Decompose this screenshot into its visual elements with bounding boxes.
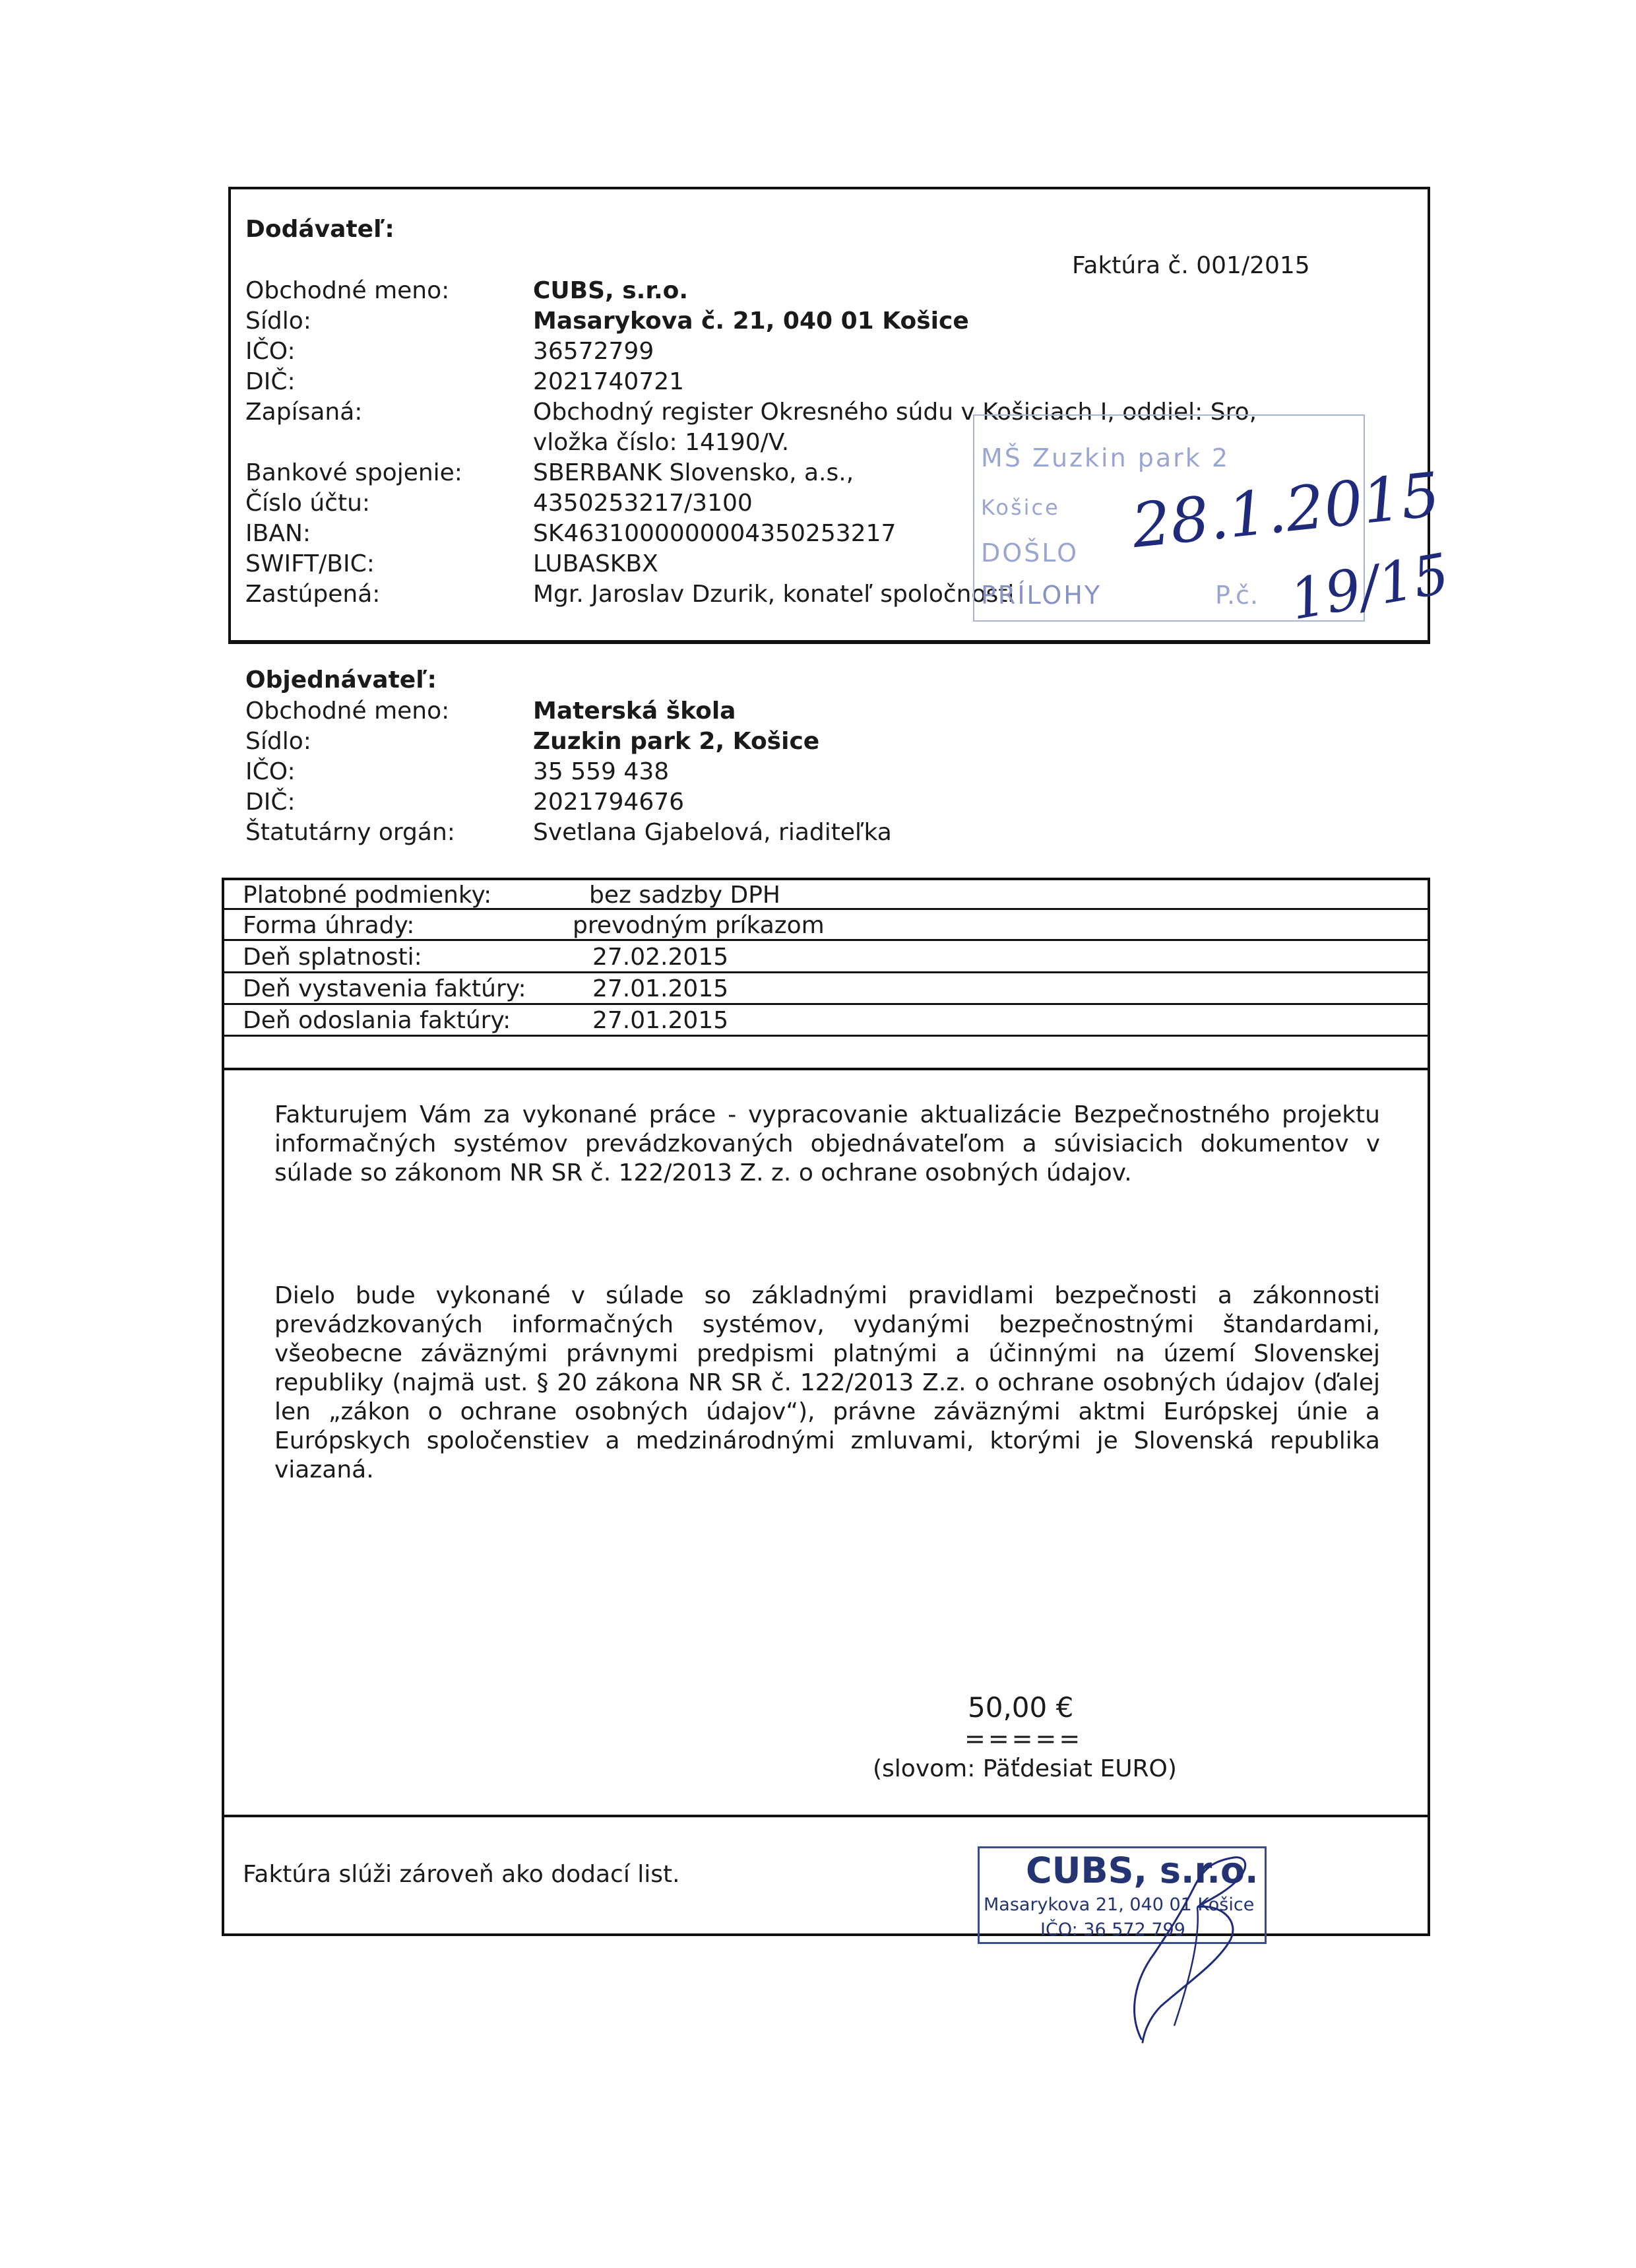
label-blank <box>245 428 462 458</box>
customer-name: Materská škola <box>533 697 736 725</box>
supplier-account: 4350253217/3100 <box>533 490 753 517</box>
supplier-iban: SK4631000000004350253217 <box>533 520 897 547</box>
label-ico: IČO: <box>245 338 296 365</box>
label-represented: Zastúpená: <box>245 581 381 608</box>
company-stamp-address: Masarykova 21, 040 01 Košice <box>984 1895 1255 1915</box>
total-in-words: (slovom: Päťdesiat EURO) <box>873 1755 1177 1782</box>
due-date-label: Deň splatnosti: <box>243 944 422 971</box>
customer-label-ico: IČO: <box>245 758 296 785</box>
payment-method-label: Forma úhrady: <box>243 912 415 939</box>
customer-address: Zuzkin park 2, Košice <box>533 728 820 755</box>
supplier-heading: Dodávateľ: <box>245 216 394 243</box>
label-bank: Bankové spojenie: <box>245 459 462 486</box>
sent-date-value: 27.01.2015 <box>592 1007 729 1034</box>
section-divider <box>228 640 1430 642</box>
issue-date-value: 27.01.2015 <box>592 975 729 1002</box>
label-registered: Zapísaná: <box>245 399 363 426</box>
supplier-swift: LUBASKBX <box>533 550 658 577</box>
work-conditions: Dielo bude vykonané v súlade so základnými pravidlami bezpečnosti a zákonnosti prevádzkovaných informačných systémov, vydanými bezpečnostnými štandardami, všeobecne záväznými právnymi predpismi platnými a účinnými na území Slovenskej republiky (najmä ust. § 20 zákona NR SR č. 122/2013 Z.z. o ochrane osobných údajov (ďalej len „zákon o ochrane osobných údajov“), právne záväznými aktmi Európskej únie a Európskych spoločenstiev a medzinárodnými zmluvami, ktorými je Slovenská republika viazaná. <box>274 1282 1380 1483</box>
delivery-note-statement: Faktúra slúži zároveň ako dodací list. <box>243 1861 680 1888</box>
label-seat: Sídlo: <box>245 308 311 335</box>
due-date-value: 27.02.2015 <box>592 944 729 971</box>
invoice-number: Faktúra č. 001/2015 <box>1072 252 1310 279</box>
receipt-stamp-attachments: PRÍLOHY <box>981 581 1102 610</box>
customer-dic: 2021794676 <box>533 789 685 816</box>
supplier-register-insert: vložka číslo: 14190/V. <box>533 429 790 456</box>
total-underline: ===== <box>964 1724 1083 1753</box>
receipt-stamp-pc-label: P.č. <box>1215 581 1259 610</box>
payment-terms-value: bez sadzby DPH <box>589 882 781 909</box>
customer-statutory: Svetlana Gjabelová, riaditeľka <box>533 819 892 846</box>
supplier-dic: 2021740721 <box>533 368 685 395</box>
issue-date-label: Deň vystavenia faktúry: <box>243 975 526 1002</box>
total-amount: 50,00 € <box>968 1691 1074 1724</box>
supplier-representative: Mgr. Jaroslav Dzurik, konateľ spoločnosti <box>533 581 1015 608</box>
sent-date-label: Deň odoslania faktúry: <box>243 1007 511 1034</box>
label-trade-name: Obchodné meno: <box>245 277 450 304</box>
customer-values <box>533 696 892 848</box>
customer-heading: Objednávateľ: <box>245 666 437 694</box>
signature <box>1082 1841 1333 2052</box>
supplier-address: Masarykova č. 21, 040 01 Košice <box>533 308 969 335</box>
label-dic: DIČ: <box>245 368 296 395</box>
supplier-labels <box>245 276 462 610</box>
supplier-ico: 36572799 <box>533 338 654 365</box>
company-stamp-name: CUBS, s.r.o. <box>1026 1850 1259 1891</box>
customer-labels <box>245 696 455 848</box>
customer-ico: 35 559 438 <box>533 758 670 785</box>
customer-label-seat: Sídlo: <box>245 728 311 755</box>
customer-label-name: Obchodné meno: <box>245 697 450 725</box>
company-stamp-ico: IČO: 36 572 799 <box>1040 1920 1185 1940</box>
label-swift: SWIFT/BIC: <box>245 550 375 577</box>
customer-label-dic: DIČ: <box>245 789 296 816</box>
payment-method-value: prevodným príkazom <box>573 912 825 939</box>
handwritten-registration-number: 19/15 <box>1285 540 1454 633</box>
receipt-stamp-received: DOŠLO <box>981 538 1079 567</box>
customer-label-statutory: Štatutárny orgán: <box>245 819 455 846</box>
supplier-name: CUBS, s.r.o. <box>533 277 689 304</box>
payment-terms-label: Platobné podmienky: <box>243 882 492 909</box>
receipt-stamp-school: MŠ Zuzkin park 2 <box>981 443 1230 472</box>
label-account: Číslo účtu: <box>245 490 371 517</box>
receipt-stamp-city: Košice <box>981 495 1060 520</box>
handwritten-receipt-date: 28.1.2015 <box>1128 459 1443 562</box>
work-description: Fakturujem Vám za vykonané práce - vypracovanie aktualizácie Bezpečnostného projektu informačných systémov prevádzkovaných objednávateľom a súvisiacich dokumentov v súlade so zákonom NR SR č. 122/2013 Z. z. o ochrane osobných údajov. <box>274 1101 1380 1186</box>
supplier-register: Obchodný register Okresného súdu v Košiciach I, oddiel: Sro, <box>533 399 1257 426</box>
supplier-bank: SBERBANK Slovensko, a.s., <box>533 459 854 486</box>
label-iban: IBAN: <box>245 520 311 547</box>
